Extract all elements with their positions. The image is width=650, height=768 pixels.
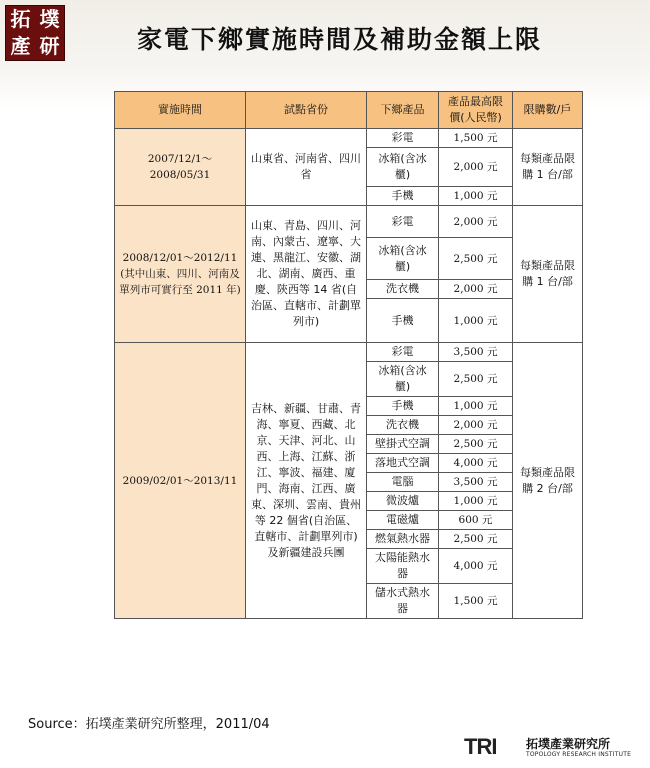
product-cell: 儲水式熱水器 <box>367 584 439 619</box>
period-cell: 2007/12/1～2008/05/31 <box>115 129 246 206</box>
product-cell: 彩電 <box>367 206 439 238</box>
price-cell: 4,000 元 <box>439 549 513 584</box>
product-cell: 太陽能熱水器 <box>367 549 439 584</box>
brand-name-zh: 拓墣產業研究所 <box>526 737 611 751</box>
price-cell: 1,500 元 <box>439 584 513 619</box>
period-cell: 2009/02/01～2013/11 <box>115 343 246 619</box>
product-cell: 手機 <box>367 187 439 206</box>
price-cell: 600 元 <box>439 511 513 530</box>
product-cell: 電腦 <box>367 473 439 492</box>
brand-mark: TRI <box>464 734 497 759</box>
brand-logo <box>5 5 65 61</box>
product-cell: 彩電 <box>367 343 439 362</box>
product-cell: 冰箱(含冰櫃) <box>367 362 439 397</box>
product-cell: 手機 <box>367 299 439 343</box>
logo-char: 拓 <box>10 7 31 31</box>
product-cell: 洗衣機 <box>367 280 439 299</box>
price-cell: 2,500 元 <box>439 530 513 549</box>
product-cell: 落地式空調 <box>367 454 439 473</box>
limit-cell: 每類產品限購 2 台/部 <box>513 343 583 619</box>
price-cell: 1,000 元 <box>439 299 513 343</box>
provinces-cell: 山東省、河南省、四川省 <box>246 129 367 206</box>
table-row <box>115 129 583 148</box>
price-cell: 2,500 元 <box>439 435 513 454</box>
price-cell: 3,500 元 <box>439 343 513 362</box>
source-note: Source：拓墣產業研究所整理，2011/04 <box>28 717 270 732</box>
provinces-cell: 山東、青島、四川、河南、內蒙古、遼寧、大連、黑龍江、安徽、湖北、湖南、廣西、重慶、陝西等 14 省(自治區、直轄市、計劃單列市) <box>246 206 367 343</box>
product-cell: 燃氣熱水器 <box>367 530 439 549</box>
footer-brand <box>464 734 644 762</box>
product-cell: 手機 <box>367 397 439 416</box>
price-cell: 1,000 元 <box>439 492 513 511</box>
product-cell: 微波爐 <box>367 492 439 511</box>
header-period: 實施時間 <box>115 92 246 129</box>
period-cell: 2008/12/01～2012/11 (其中山東、四川、河南及單列市可實行至 2011 年) <box>115 206 246 343</box>
header-max-price: 產品最高限價(人民幣) <box>439 92 513 129</box>
header-provinces: 試點省份 <box>246 92 367 129</box>
table-row <box>115 206 583 238</box>
logo-char: 研 <box>39 34 60 58</box>
product-cell: 洗衣機 <box>367 416 439 435</box>
table-row <box>115 343 583 362</box>
provinces-cell: 吉林、新疆、甘肅、青海、寧夏、西藏、北京、天津、河北、山西、上海、江蘇、浙江、寧波、福建、廈門、海南、江西、廣東、深圳、雲南、貴州等 22 個省(自治區、直轄市、計劃單列市)及新疆建設兵團 <box>246 343 367 619</box>
page-title: 家電下鄉實施時間及補助金額上限 <box>137 25 543 54</box>
product-cell: 壁掛式空調 <box>367 435 439 454</box>
price-cell: 2,000 元 <box>439 280 513 299</box>
price-cell: 2,500 元 <box>439 238 513 280</box>
price-cell: 4,000 元 <box>439 454 513 473</box>
price-cell: 2,000 元 <box>439 148 513 187</box>
logo-char: 產 <box>10 34 31 58</box>
price-cell: 1,500 元 <box>439 129 513 148</box>
product-cell: 彩電 <box>367 129 439 148</box>
table-header-row <box>115 92 583 129</box>
brand-name-en: TOPOLOGY RESEARCH INSTITUTE <box>526 751 632 758</box>
price-cell: 2,000 元 <box>439 416 513 435</box>
price-cell: 2,500 元 <box>439 362 513 397</box>
price-cell: 3,500 元 <box>439 473 513 492</box>
price-cell: 1,000 元 <box>439 397 513 416</box>
subsidy-table <box>114 91 583 619</box>
product-cell: 電磁爐 <box>367 511 439 530</box>
product-cell: 冰箱(含冰櫃) <box>367 148 439 187</box>
price-cell: 1,000 元 <box>439 187 513 206</box>
product-cell: 冰箱(含冰櫃) <box>367 238 439 280</box>
limit-cell: 每類產品限購 1 台/部 <box>513 129 583 206</box>
logo-char: 墣 <box>39 7 60 31</box>
limit-cell: 每類產品限購 1 台/部 <box>513 206 583 343</box>
header-product: 下鄉產品 <box>367 92 439 129</box>
header-purchase-limit: 限購數/戶 <box>513 92 583 129</box>
price-cell: 2,000 元 <box>439 206 513 238</box>
tri-logo-icon <box>464 734 496 760</box>
